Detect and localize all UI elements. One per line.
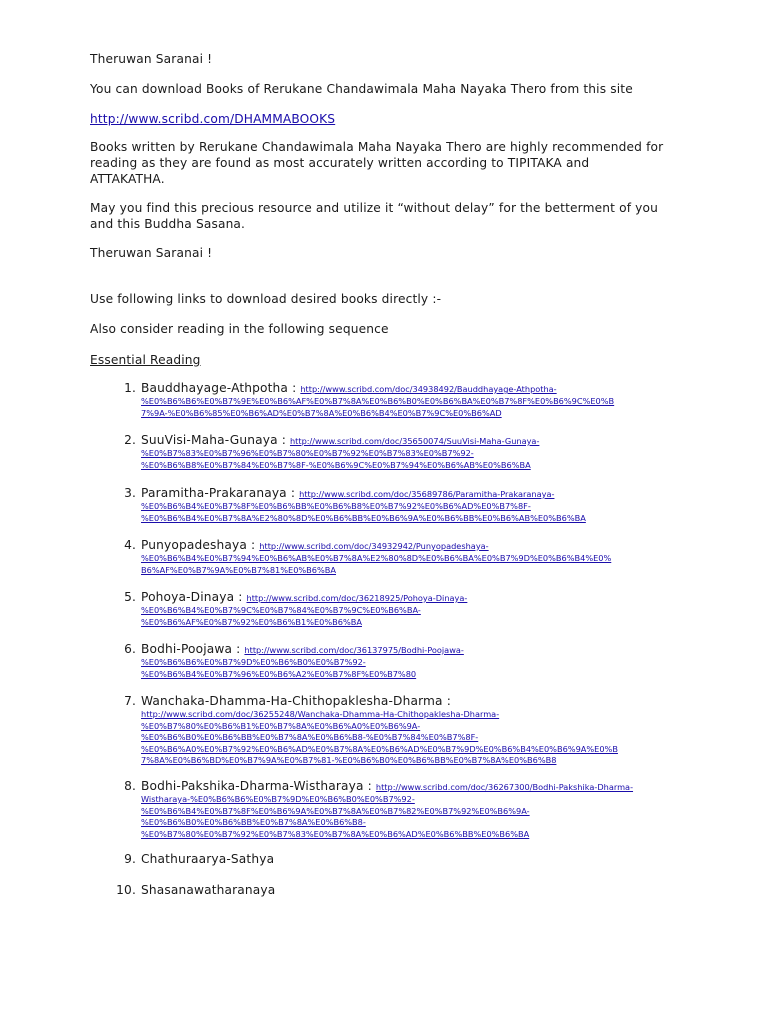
sequence-line: Also consider reading in the following sequence [90, 322, 389, 336]
book-link[interactable]: http://www.scribd.com/doc/36218925/Pohoya-Dinaya- [246, 593, 468, 603]
book-link-cont[interactable]: %E0%B6%B6%E0%B7%9E%E0%B6%AF%E0%B7%8A%E0%B6%B0%E0%B6%BA%E0%B7%8F%E0%B6%9C%E0%B [141, 396, 615, 406]
item-number: 6. [124, 642, 136, 656]
book-link-cont[interactable]: 7%8A%E0%B6%BD%E0%B7%9A%E0%B7%81-%E0%B6%B0%E0%B6%BB%E0%B7%8A%E0%B6%B8 [141, 755, 557, 765]
book-link-cont[interactable]: %E0%B6%B0%E0%B6%BB%E0%B7%8A%E0%B6%B8-%E0%B7%84%E0%B7%8F- [141, 732, 479, 742]
download-line: You can download Books of Rerukane Chandawimala Maha Nayaka Thero from this site [90, 82, 633, 96]
essential-reading-heading: Essential Reading [90, 353, 201, 367]
book-title: Shasanawatharanaya [141, 883, 276, 897]
book-title: Punyopadeshaya : [141, 538, 256, 552]
book-title: Bodhi-Pakshika-Dharma-Wistharaya : [141, 779, 372, 793]
book-link[interactable]: http://www.scribd.com/doc/36267300/Bodhi-Pakshika-Dharma- [375, 782, 634, 792]
book-link-cont[interactable]: %E0%B6%B4%E0%B7%8A%E2%80%8D%E0%B6%BB%E0%B6%9A%E0%B6%BB%E0%B6%AB%E0%B6%BA [141, 512, 586, 523]
book-link-cont[interactable]: %E0%B6%B4%E0%B7%94%E0%B6%AB%E0%B7%8A%E2%80%8D%E0%B6%BA%E0%B7%9D%E0%B6%B4%E0% [141, 553, 612, 563]
wish-line-1: May you find this precious resource and utilize it “without delay” for the betterment of you [90, 201, 659, 215]
item-number: 3. [124, 486, 136, 500]
dhammabooks-link[interactable]: http://www.scribd.com/DHAMMABOOKS [90, 112, 336, 126]
book-link-cont[interactable]: 7%9A-%E0%B6%85%E0%B6%AD%E0%B7%8A%E0%B6%B4%E0%B7%9C%E0%B6%AD [141, 407, 502, 418]
recommend-line-1: Books written by Rerukane Chandawimala Maha Nayaka Thero are highly recommended for [90, 140, 664, 154]
book-link[interactable]: http://www.scribd.com/doc/35689786/Paramitha-Prakaranaya- [299, 489, 555, 499]
book-title: Pohoya-Dinaya : [141, 590, 243, 604]
book-title: Chathuraarya-Sathya [141, 852, 275, 866]
book-link-cont[interactable]: %E0%B6%B4%E0%B7%96%E0%B6%A2%E0%B7%8F%E0%B7%80 [141, 668, 417, 679]
book-link[interactable]: http://www.scribd.com/doc/35650074/SuuVisi-Maha-Gunaya- [289, 436, 540, 446]
book-link-cont[interactable]: %E0%B6%A0%E0%B7%92%E0%B6%AD%E0%B7%8A%E0%B6%AD%E0%B7%9D%E0%B6%B4%E0%B6%9A%E0%B [141, 743, 618, 754]
item-number: 10. [116, 883, 136, 897]
book-link[interactable]: http://www.scribd.com/doc/34932942/Punyopadeshaya- [259, 541, 489, 551]
book-link[interactable]: http://www.scribd.com/doc/36255248/Wanchaka-Dhamma-Ha-Chithopaklesha-Dharma- [141, 709, 500, 719]
book-link-cont[interactable]: %E0%B7%80%E0%B6%B1%E0%B7%8A%E0%B6%A0%E0%B6%9A- [141, 720, 421, 731]
book-link[interactable]: http://www.scribd.com/doc/34938492/Bauddhayage-Athpotha- [300, 384, 557, 394]
book-link-cont[interactable]: Wistharaya-%E0%B6%B6%E0%B7%9D%E0%B6%B0%E0%B7%92- [141, 794, 415, 804]
book-title: Bodhi-Poojawa : [141, 642, 241, 656]
book-title: Bauddhayage-Athpotha : [141, 381, 297, 395]
item-number: 7. [124, 694, 136, 708]
item-number: 5. [124, 590, 136, 604]
recommend-line-2: reading as they are found as most accurately written according to TIPITAKA and [90, 156, 590, 170]
use-links-line: Use following links to download desired books directly :- [90, 292, 442, 306]
wish-line-2: and this Buddha Sasana. [90, 217, 246, 231]
book-title: Wanchaka-Dhamma-Ha-Chithopaklesha-Dharma : [141, 694, 451, 708]
book-title: Paramitha-Prakaranaya : [141, 486, 296, 500]
book-link-cont[interactable]: %E0%B6%AF%E0%B7%92%E0%B6%B1%E0%B6%BA [141, 616, 362, 627]
book-link[interactable]: http://www.scribd.com/doc/36137975/Bodhi-Poojawa- [244, 645, 464, 655]
item-number: 8. [124, 779, 136, 793]
recommend-line-3: ATTAKATHA. [90, 172, 165, 186]
book-link-cont[interactable]: %E0%B6%B0%E0%B6%BB%E0%B7%8A%E0%B6%B8- [141, 817, 366, 827]
book-link-cont[interactable]: %E0%B6%B4%E0%B7%8F%E0%B6%BB%E0%B6%B8%E0%B7%92%E0%B6%AD%E0%B7%8F- [141, 501, 531, 511]
item-number: 2. [124, 433, 136, 447]
book-link-cont[interactable]: B6%AF%E0%B7%9A%E0%B7%81%E0%B6%BA [141, 564, 337, 575]
item-number: 9. [124, 852, 136, 866]
book-link-cont[interactable]: %E0%B6%B6%E0%B7%9D%E0%B6%B0%E0%B7%92- [141, 657, 366, 667]
book-link-cont[interactable]: %E0%B6%B4%E0%B7%8F%E0%B6%9A%E0%B7%8A%E0%B7%82%E0%B7%92%E0%B6%9A- [141, 805, 530, 816]
book-title: SuuVisi-Maha-Gunaya : [141, 433, 286, 447]
book-link-cont[interactable]: %E0%B6%B8%E0%B7%84%E0%B7%8F-%E0%B6%9C%E0%B7%94%E0%B6%AB%E0%B6%BA [141, 459, 531, 470]
item-number: 4. [124, 538, 136, 552]
greeting-line: Theruwan Saranai ! [90, 52, 213, 66]
book-link-cont[interactable]: %E0%B6%B4%E0%B7%9C%E0%B7%84%E0%B7%9C%E0%B6%BA- [141, 605, 421, 615]
book-link-cont[interactable]: %E0%B7%83%E0%B7%96%E0%B7%80%E0%B7%92%E0%B7%83%E0%B7%92- [141, 448, 474, 458]
book-link-cont[interactable]: %E0%B7%80%E0%B7%92%E0%B7%83%E0%B7%8A%E0%B6%AD%E0%B6%BB%E0%B6%BA [141, 828, 530, 839]
item-number: 1. [124, 381, 136, 395]
closing-greeting: Theruwan Saranai ! [90, 246, 213, 260]
